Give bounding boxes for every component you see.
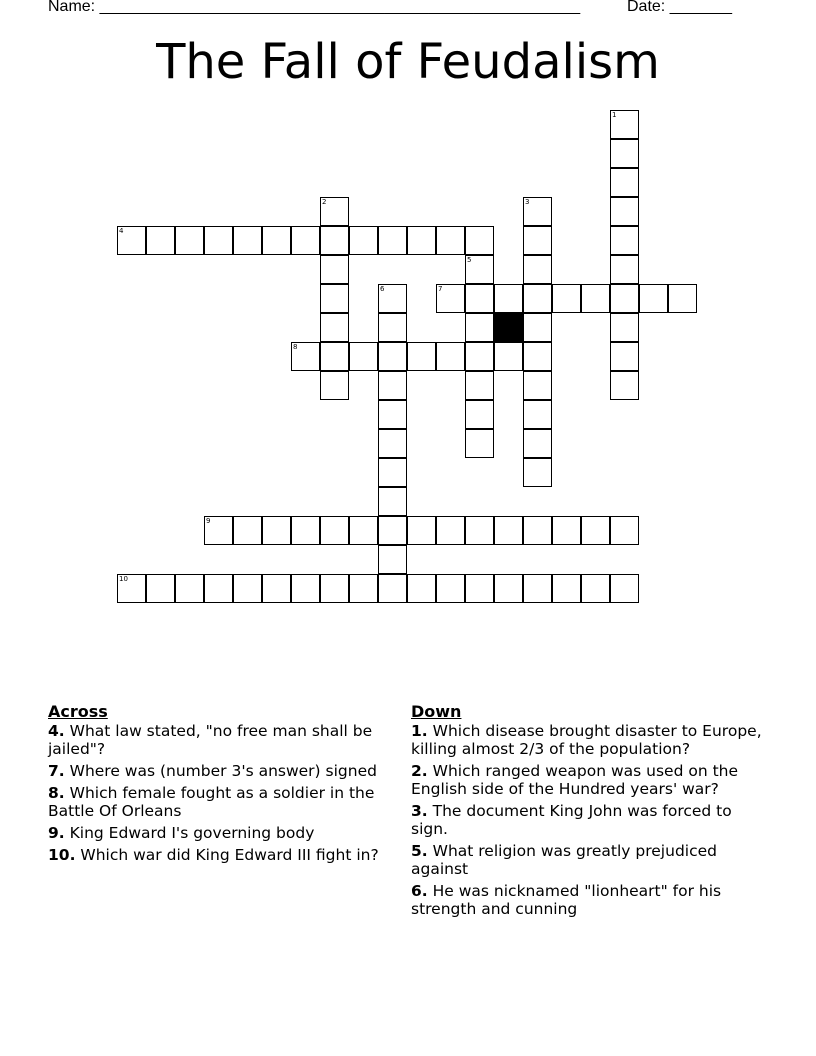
grid-cell[interactable]: [465, 255, 494, 284]
grid-cell[interactable]: [610, 168, 639, 197]
grid-cell[interactable]: [523, 284, 552, 313]
grid-cell[interactable]: [465, 429, 494, 458]
grid-cell[interactable]: [465, 574, 494, 603]
clue-number: 3.: [411, 802, 428, 820]
grid-cell[interactable]: [291, 226, 320, 255]
grid-cell[interactable]: [378, 574, 407, 603]
grid-cell[interactable]: [465, 284, 494, 313]
name-blank[interactable]: ______________________________________________________: [99, 0, 581, 15]
grid-cell[interactable]: [494, 516, 523, 545]
grid-cell[interactable]: [610, 284, 639, 313]
grid-cell[interactable]: [639, 284, 668, 313]
grid-cell[interactable]: [523, 342, 552, 371]
grid-cell[interactable]: [378, 545, 407, 574]
grid-cell[interactable]: [523, 516, 552, 545]
grid-cell[interactable]: [523, 226, 552, 255]
clue-number: 5.: [411, 842, 428, 860]
clue-item: [411, 722, 771, 758]
grid-cell[interactable]: [320, 371, 349, 400]
name-field[interactable]: [48, 0, 580, 16]
clue-text: What law stated, "no free man shall be jailed"?: [48, 722, 373, 758]
clue-number: 1.: [411, 722, 428, 740]
grid-cell[interactable]: [320, 284, 349, 313]
clue-text: The document King John was forced to sign.: [411, 802, 732, 838]
grid-cell[interactable]: [523, 197, 552, 226]
clue-number: 9: [206, 517, 211, 525]
grid-cell[interactable]: [349, 516, 378, 545]
grid-cell[interactable]: [581, 516, 610, 545]
clue-item: [48, 762, 408, 780]
grid-cell[interactable]: [175, 574, 204, 603]
grid-cell[interactable]: [610, 226, 639, 255]
grid-cell[interactable]: [233, 574, 262, 603]
grid-cell[interactable]: [523, 429, 552, 458]
grid-cell[interactable]: [465, 313, 494, 342]
clue-item: [411, 882, 771, 918]
grid-cell[interactable]: [233, 516, 262, 545]
grid-cell[interactable]: [204, 226, 233, 255]
grid-cell[interactable]: [117, 226, 146, 255]
clue-number: 7.: [48, 762, 65, 780]
clue-number: 4: [119, 227, 124, 235]
date-blank[interactable]: _______: [669, 0, 732, 15]
clue-text: He was nicknamed "lionheart" for his strength and cunning: [411, 882, 722, 918]
grid-cell[interactable]: [320, 516, 349, 545]
grid-cell[interactable]: [523, 458, 552, 487]
clue-text: Which war did King Edward III fight in?: [80, 846, 379, 864]
clue-text: Which disease brought disaster to Europe, killing almost 2/3 of the population?: [411, 722, 762, 758]
clue-number: 8: [293, 343, 298, 351]
grid-cell[interactable]: [523, 400, 552, 429]
grid-cell[interactable]: [320, 313, 349, 342]
grid-cell[interactable]: [320, 574, 349, 603]
clue-number: 2.: [411, 762, 428, 780]
grid-cell[interactable]: [378, 516, 407, 545]
grid-cell[interactable]: [552, 516, 581, 545]
grid-cell[interactable]: [436, 516, 465, 545]
grid-cell[interactable]: [146, 226, 175, 255]
name-label: Name:: [48, 0, 100, 15]
grid-cell[interactable]: [262, 574, 291, 603]
clue-text: Which ranged weapon was used on the English side of the Hundred years' war?: [411, 762, 739, 798]
clue-item: [411, 842, 771, 878]
grid-cell[interactable]: [262, 226, 291, 255]
grid-cell[interactable]: [668, 284, 697, 313]
grid-cell[interactable]: [465, 226, 494, 255]
grid-cell[interactable]: [610, 313, 639, 342]
clue-number: 6.: [411, 882, 428, 900]
grid-cell[interactable]: [378, 371, 407, 400]
grid-cell[interactable]: [291, 342, 320, 371]
grid-cell[interactable]: [523, 313, 552, 342]
grid-cell[interactable]: [494, 284, 523, 313]
across-clue-list: [48, 722, 408, 864]
grid-cell[interactable]: [349, 342, 378, 371]
clue-number: 5: [467, 256, 472, 264]
clue-item: [48, 846, 408, 864]
clue-item: [411, 802, 771, 838]
page-title: The Fall of Feudalism: [156, 34, 660, 90]
clue-text: What religion was greatly prejudiced against: [411, 842, 717, 878]
grid-cell[interactable]: [291, 574, 320, 603]
grid-cell[interactable]: [320, 197, 349, 226]
down-clue-list: [411, 722, 771, 918]
grid-cell[interactable]: [465, 371, 494, 400]
date-label: Date:: [627, 0, 670, 15]
grid-cell[interactable]: [320, 255, 349, 284]
grid-cell[interactable]: [378, 313, 407, 342]
grid-cell[interactable]: [117, 574, 146, 603]
grid-cell[interactable]: [610, 110, 639, 139]
grid-cell[interactable]: [378, 458, 407, 487]
grid-cell[interactable]: [291, 516, 320, 545]
clue-item: [411, 762, 771, 798]
grid-cell[interactable]: [146, 574, 175, 603]
clue-item: [48, 784, 408, 820]
grid-cell[interactable]: [233, 226, 262, 255]
clue-item: [48, 722, 408, 758]
clue-text: Which female fought as a soldier in the Battle Of Orleans: [48, 784, 375, 820]
grid-cell[interactable]: [320, 342, 349, 371]
clue-number: 4.: [48, 722, 65, 740]
grid-cell[interactable]: [610, 574, 639, 603]
grid-cell[interactable]: [436, 574, 465, 603]
grid-cell[interactable]: [610, 255, 639, 284]
grid-cell[interactable]: [552, 284, 581, 313]
clue-text: King Edward I's governing body: [69, 824, 315, 842]
grid-cell[interactable]: [465, 342, 494, 371]
grid-cell[interactable]: [610, 139, 639, 168]
clue-text: Where was (number 3's answer) signed: [69, 762, 377, 780]
grid-cell[interactable]: [378, 342, 407, 371]
grid-cell[interactable]: [349, 226, 378, 255]
clue-number: 10.: [48, 846, 76, 864]
grid-cell[interactable]: [581, 574, 610, 603]
across-heading: Across: [48, 702, 108, 721]
clue-number: 1: [612, 111, 617, 119]
grid-cell[interactable]: [262, 516, 291, 545]
grid-cell[interactable]: [610, 371, 639, 400]
across-clues: [48, 702, 408, 868]
grid-cell[interactable]: [523, 574, 552, 603]
grid-cell[interactable]: [436, 342, 465, 371]
grid-cell[interactable]: [610, 342, 639, 371]
grid-cell[interactable]: [465, 400, 494, 429]
grid-cell[interactable]: [175, 226, 204, 255]
grid-cell[interactable]: [378, 400, 407, 429]
grid-cell[interactable]: [320, 226, 349, 255]
grid-cell[interactable]: [436, 284, 465, 313]
clue-number: 8.: [48, 784, 65, 802]
clue-item: [48, 824, 408, 842]
clue-number: 9.: [48, 824, 65, 842]
grid-cell[interactable]: [610, 197, 639, 226]
grid-cell[interactable]: [523, 255, 552, 284]
grid-cell[interactable]: [204, 574, 233, 603]
clue-number: 10: [119, 575, 128, 583]
clue-number: 6: [380, 285, 385, 293]
black-square: [494, 313, 523, 342]
grid-cell[interactable]: [581, 284, 610, 313]
clue-number: 7: [438, 285, 443, 293]
grid-cell[interactable]: [378, 226, 407, 255]
clue-number: 2: [322, 198, 327, 206]
grid-cell[interactable]: [465, 516, 494, 545]
grid-cell[interactable]: [378, 487, 407, 516]
grid-cell[interactable]: [610, 516, 639, 545]
down-heading: Down: [411, 702, 462, 721]
down-clues: [411, 702, 771, 922]
grid-cell[interactable]: [407, 574, 436, 603]
grid-cell[interactable]: [436, 226, 465, 255]
grid-cell[interactable]: [552, 574, 581, 603]
grid-cell[interactable]: [407, 516, 436, 545]
grid-cell[interactable]: [349, 574, 378, 603]
grid-cell[interactable]: [494, 574, 523, 603]
grid-cell[interactable]: [378, 429, 407, 458]
clue-number: 3: [525, 198, 530, 206]
grid-cell[interactable]: [204, 516, 233, 545]
grid-cell[interactable]: [523, 371, 552, 400]
grid-cell[interactable]: [407, 342, 436, 371]
grid-cell[interactable]: [378, 284, 407, 313]
grid-cell[interactable]: [494, 342, 523, 371]
grid-cell[interactable]: [407, 226, 436, 255]
date-field[interactable]: [627, 0, 732, 16]
